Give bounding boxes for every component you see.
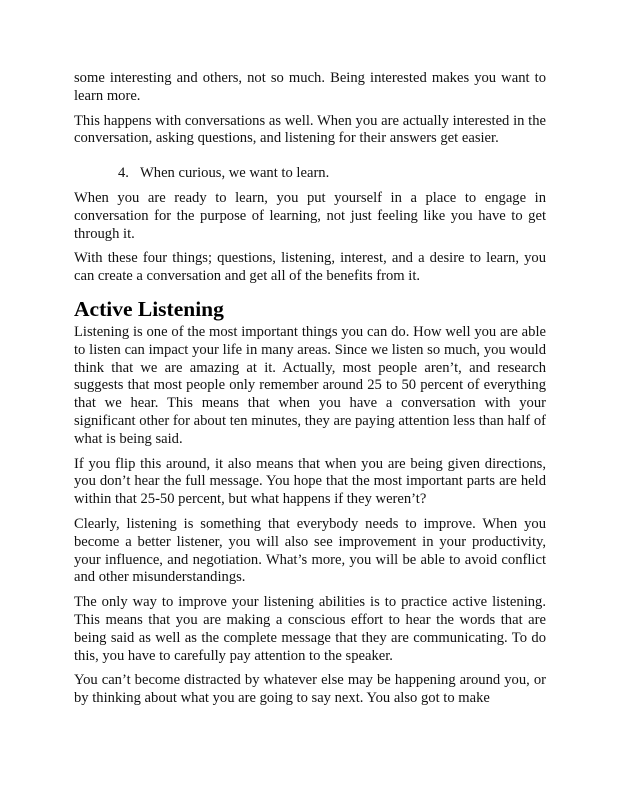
paragraph-distracted: You can’t become distracted by whatever else may be happening around you, or by thinking about what you are going to say next. You also got to make [74, 672, 546, 707]
paragraph-continued: some interesting and others, not so much. Being interested makes you want to learn more. [74, 70, 546, 104]
paragraph-ready-to-learn: When you are ready to learn, you put yourself in a place to engage in conversation for the purpose of learning, not just feeling like you have to get through it. [74, 189, 546, 242]
paragraph-listening-important: Listening is one of the most important things you can do. How well you are able to listen can impact your life in many areas. Since we listen so much, you would think that we are amazing at it. Actually, most people aren’t, and research suggests that most people only remember around 25 to 50 percent of everything that we hear. This means that when you have a conversation with your significant other for about ten minutes, they are paying attention less than half of what is being said. [74, 323, 546, 447]
paragraph-clearly: Clearly, listening is something that everybody needs to improve. When you become a better listener, you will also see improvement in your productivity, your influence, and negotiation. What’s more, you will be able to avoid conflict and other misunderstandings. [74, 515, 546, 586]
paragraph-conversations: This happens with conversations as well. When you are actually interested in the conversation, asking questions, and listening for their answers get easier. [74, 112, 546, 147]
paragraph-only-way: The only way to improve your listening abilities is to practice active listening. This means that you are making a conscious effort to hear the words that are being said as well as the complete message that they are communicating. To do this, you have to carefully pay attention to the speaker. [74, 594, 546, 664]
numbered-list-item [74, 165, 546, 183]
paragraph-flip-around: If you flip this around, it also means that when you are being given directions, you don’t hear the full message. You hope that the most important parts are held within that 25-50 percent, but what happens if they weren’t? [74, 455, 546, 508]
list-item-number: 4. [118, 165, 129, 182]
list-item-text: When curious, we want to learn. [140, 165, 330, 182]
document-page [74, 70, 546, 715]
section-heading: Active Listening [74, 296, 224, 321]
paragraph-four-things: With these four things; questions, listening, interest, and a desire to learn, you can create a conversation and get all of the benefits from it. [74, 250, 546, 285]
